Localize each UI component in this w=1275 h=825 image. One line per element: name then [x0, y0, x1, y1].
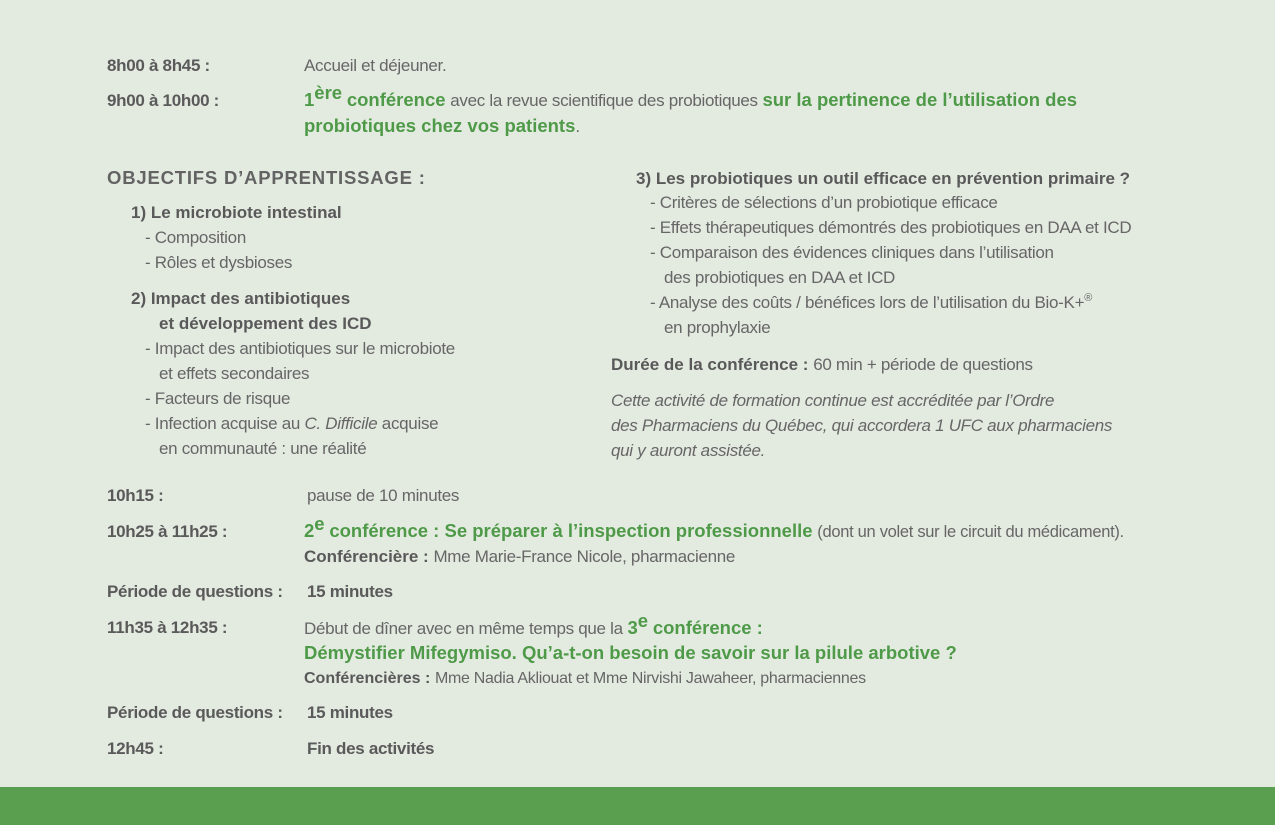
- accreditation-line: Cette activité de formation continue est accréditée par l’Ordre: [611, 391, 1055, 410]
- conf3-pre: Début de dîner avec en même temps que la: [304, 619, 623, 638]
- time-8h00: 8h00 à 8h45 :: [107, 56, 210, 75]
- objective-3-item: [650, 293, 1092, 313]
- speakers-names: Mme Nadia Akliouat et Mme Nirvishi Jawaheer, pharmaciennes: [435, 670, 866, 687]
- time-10h25: 10h25 à 11h25 :: [107, 522, 228, 541]
- conf2-note: (dont un volet sur le circuit du médicament).: [817, 523, 1124, 541]
- objective-1-title: 1) Le microbiote intestinal: [131, 203, 342, 222]
- questions-duration: 15 minutes: [307, 582, 393, 601]
- infection-text-b: acquise: [381, 414, 439, 433]
- conference-3-line1: [304, 610, 763, 639]
- objectives-title: OBJECTIFS D’APPRENTISSAGE :: [107, 167, 426, 188]
- questions-label: Période de questions :: [107, 703, 283, 722]
- conf1-topic-a: sur la pertinence de l’utilisation des: [762, 89, 1078, 110]
- footer-band: [0, 787, 1275, 825]
- conf3-title: Démystifier Mifegymiso. Qu’a-t-on besoin de savoir sur la pilule arbotive ?: [304, 642, 957, 663]
- infection-italic: C. Difficile: [304, 414, 378, 433]
- infection-text-a: - Infection acquise au: [145, 414, 300, 433]
- speakers-label: Conférencières :: [304, 670, 431, 687]
- time-11h35: 11h35 à 12h35 :: [107, 618, 228, 637]
- conference-2: [304, 513, 1124, 542]
- objective-2-item-infection: [145, 414, 438, 434]
- cost-text: - Analyse des coûts / bénéfices lors de l’utilisation du Bio-K+: [650, 293, 1085, 312]
- duration: [611, 355, 1033, 375]
- conf2-title: conférence : Se préparer à l’inspection professionnelle: [329, 520, 813, 541]
- conf1-num: 1: [304, 89, 315, 110]
- conf1-label: conférence: [346, 89, 446, 110]
- objective-3-item: en prophylaxie: [664, 318, 771, 337]
- questions-duration: 15 minutes: [307, 703, 393, 722]
- objective-2-item: en communauté : une réalité: [159, 439, 367, 458]
- conference-1-line1: [304, 82, 1078, 111]
- time-12h45: 12h45 :: [107, 739, 164, 758]
- objective-2-title: 2) Impact des antibiotiques: [131, 289, 351, 308]
- objective-2-item: et effets secondaires: [159, 364, 310, 383]
- conference-1-line2: [304, 115, 580, 137]
- objective-2-title-cont: et développement des ICD: [159, 314, 372, 333]
- registered-mark: ®: [1084, 292, 1093, 304]
- accreditation-line: qui y auront assistée.: [611, 441, 766, 460]
- break-text: pause de 10 minutes: [307, 486, 460, 505]
- conf2-speaker: [304, 547, 735, 567]
- objective-1-item: - Composition: [145, 228, 246, 247]
- speaker-label: Conférencière :: [304, 547, 429, 566]
- conf3-label: conférence :: [652, 617, 763, 638]
- objective-1-item: - Rôles et dysbioses: [145, 253, 293, 272]
- duration-label: Durée de la conférence :: [611, 355, 809, 374]
- conf3-sup: e: [637, 610, 649, 631]
- objective-3-item: - Comparaison des évidences cliniques dans l’utilisation: [650, 243, 1054, 262]
- objective-3-item: - Critères de sélections d’un probiotique efficace: [650, 193, 998, 212]
- time-9h00: 9h00 à 10h00 :: [107, 91, 220, 110]
- objective-3-title: 3) Les probiotiques un outil efficace en prévention primaire ?: [636, 169, 1131, 188]
- conf2-sup: e: [314, 513, 325, 534]
- time-10h15: 10h15 :: [107, 486, 164, 505]
- questions-label: Période de questions :: [107, 582, 283, 601]
- duration-value: 60 min + période de questions: [813, 355, 1033, 374]
- conf1-topic-b: probiotiques chez vos patients: [304, 115, 576, 136]
- objective-2-item: - Impact des antibiotiques sur le microbiote: [145, 339, 455, 358]
- objective-3-item: - Effets thérapeutiques démontrés des probiotiques en DAA et ICD: [650, 218, 1132, 237]
- conf3-num: 3: [627, 617, 638, 638]
- speaker-name: Mme Marie-France Nicole, pharmacienne: [433, 547, 736, 566]
- objective-3-item: des probiotiques en DAA et ICD: [664, 268, 896, 287]
- conf1-end: .: [575, 117, 580, 136]
- conf1-mid: avec la revue scientifique des probiotiques: [450, 91, 758, 110]
- conf2-num: 2: [304, 520, 315, 541]
- conf3-speakers: [304, 668, 866, 688]
- accreditation-line: des Pharmaciens du Québec, qui accordera 1 UFC aux pharmaciens: [611, 416, 1113, 435]
- end-activities: Fin des activités: [307, 739, 435, 758]
- welcome-text: Accueil et déjeuner.: [304, 56, 447, 75]
- conf1-sup: ère: [314, 82, 343, 103]
- objective-2-item: - Facteurs de risque: [145, 389, 291, 408]
